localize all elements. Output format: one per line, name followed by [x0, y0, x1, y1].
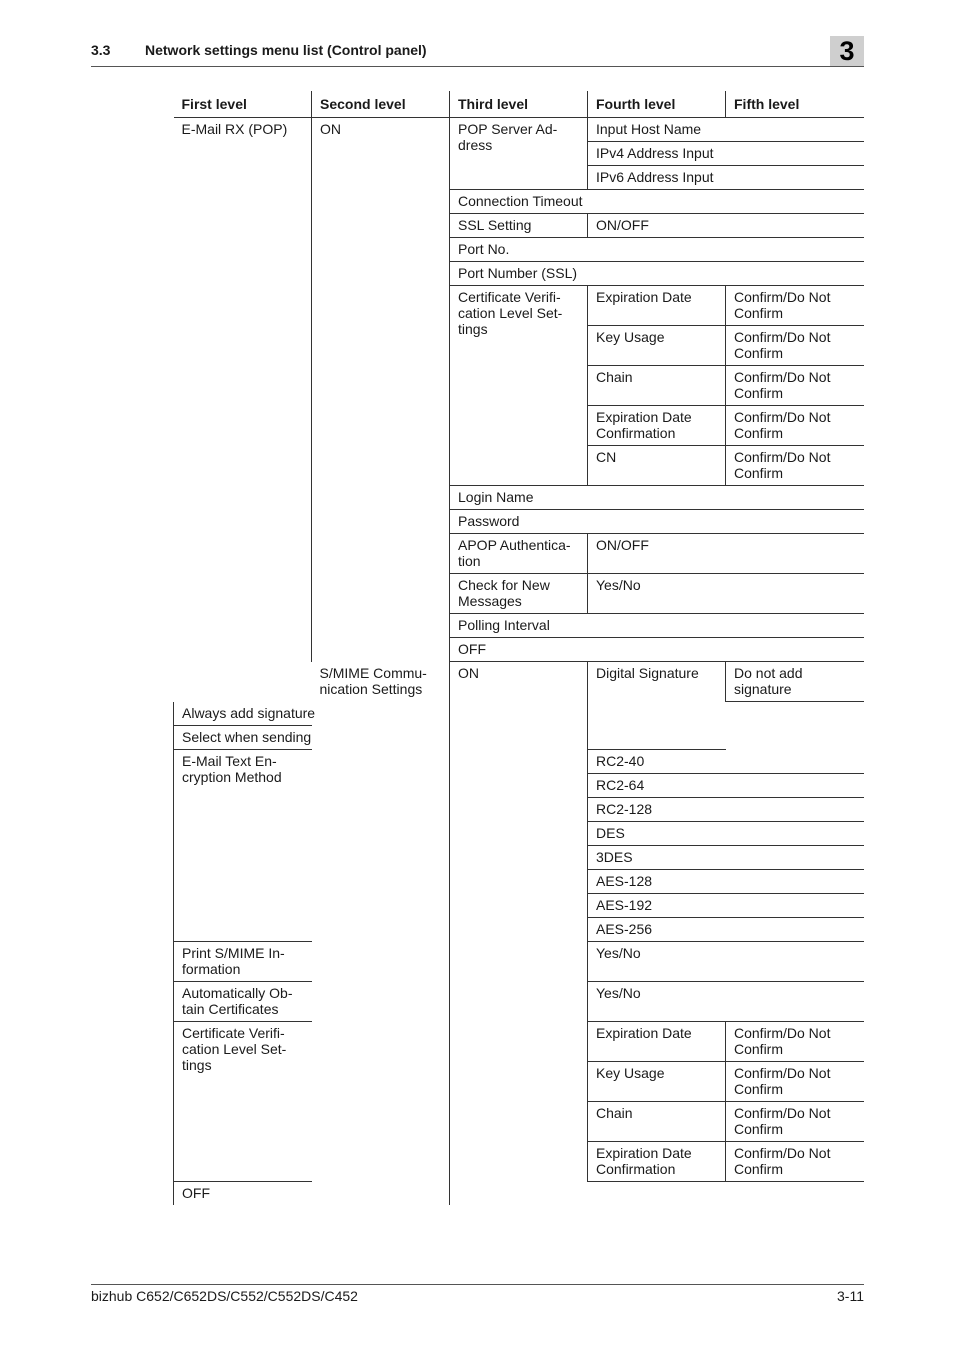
fifth-level-cell: Confirm/Do Not Confirm	[726, 406, 864, 446]
third-level-cell: Port Number (SSL)	[450, 262, 864, 286]
fourth-level-cell: AES-192	[588, 893, 864, 917]
fourth-level-cell: CN	[588, 446, 726, 486]
column-header: Third level	[450, 91, 588, 118]
third-level-cell: Digital Signature	[588, 662, 726, 750]
third-level-cell: Check for New Messages	[450, 574, 588, 614]
fourth-level-cell: Expiration Date Confirmation	[588, 1141, 726, 1181]
table-header-row	[174, 91, 864, 118]
third-level-cell: Print S/MIME In- formation	[174, 941, 312, 981]
menu-table	[173, 91, 864, 1205]
table-row	[174, 118, 864, 142]
fourth-level-cell: Yes/No	[588, 981, 864, 1021]
third-level-cell: Login Name	[450, 486, 864, 510]
fourth-level-cell: AES-256	[588, 917, 864, 941]
page-footer	[91, 1284, 864, 1304]
section-title: Network settings menu list (Control panel)	[145, 42, 427, 58]
fourth-level-cell: Always add signature	[174, 702, 450, 726]
third-level-cell: POP Server Ad- dress	[450, 118, 588, 190]
third-level-cell: Automatically Ob- tain Certificates	[174, 981, 312, 1021]
third-level-cell: APOP Authentica- tion	[450, 534, 588, 574]
fourth-level-cell: 3DES	[588, 845, 864, 869]
fourth-level-cell: Expiration Date	[588, 1021, 726, 1061]
third-level-cell: Certificate Verifi- cation Level Set- tings	[174, 1021, 312, 1181]
fourth-level-cell: ON/OFF	[588, 534, 864, 574]
fourth-level-cell: Select when sending	[174, 725, 450, 749]
third-level-cell: Port No.	[450, 238, 864, 262]
model-name: bizhub C652/C652DS/C552/C552DS/C452	[91, 1288, 358, 1304]
second-level-cell: OFF	[174, 1181, 726, 1205]
first-level-cell: E-Mail RX (POP)	[181, 121, 288, 137]
fourth-level-cell: AES-128	[588, 869, 864, 893]
third-level-cell: Password	[450, 510, 864, 534]
page-header	[91, 36, 864, 67]
fourth-level-cell: Yes/No	[588, 574, 864, 614]
second-level-cell: OFF	[450, 638, 864, 662]
page-number: 3-11	[837, 1288, 864, 1304]
third-level-cell: E-Mail Text En- cryption Method	[174, 749, 312, 941]
fifth-level-cell: Confirm/Do Not Confirm	[726, 1061, 864, 1101]
fourth-level-cell: Key Usage	[588, 326, 726, 366]
fifth-level-cell: Confirm/Do Not Confirm	[726, 326, 864, 366]
fourth-level-cell: Chain	[588, 1101, 726, 1141]
fourth-level-cell: RC2-64	[588, 773, 864, 797]
second-level-cell: ON	[312, 118, 450, 662]
fourth-level-cell: ON/OFF	[588, 214, 864, 238]
fourth-level-cell: IPv6 Address Input	[588, 166, 864, 190]
fifth-level-cell: Confirm/Do Not Confirm	[726, 1101, 864, 1141]
fifth-level-cell: Confirm/Do Not Confirm	[726, 1141, 864, 1181]
fourth-level-cell: Input Host Name	[588, 118, 864, 142]
first-level-cell: S/MIME Commu- nication Settings	[319, 664, 427, 697]
column-header: Fifth level	[726, 91, 864, 118]
column-header: Second level	[312, 91, 450, 118]
fifth-level-cell: Confirm/Do Not Confirm	[726, 286, 864, 326]
third-level-cell: Connection Timeout	[450, 190, 864, 214]
fourth-level-cell: Yes/No	[588, 941, 864, 981]
third-level-cell: Certificate Verifi- cation Level Set- tings	[450, 286, 588, 486]
fourth-level-cell: IPv4 Address Input	[588, 142, 864, 166]
fourth-level-cell: Expiration Date	[588, 286, 726, 326]
fourth-level-cell: Expiration Date Confirmation	[588, 406, 726, 446]
fifth-level-cell: Confirm/Do Not Confirm	[726, 446, 864, 486]
fourth-level-cell: Do not add signature	[726, 662, 864, 702]
fifth-level-cell: Confirm/Do Not Confirm	[726, 366, 864, 406]
fifth-level-cell: Confirm/Do Not Confirm	[726, 1021, 864, 1061]
column-header: First level	[174, 91, 312, 118]
table-row	[174, 1181, 864, 1205]
third-level-cell: Polling Interval	[450, 614, 864, 638]
fourth-level-cell: RC2-128	[588, 797, 864, 821]
chapter-badge: 3	[830, 36, 864, 66]
column-header: Fourth level	[588, 91, 726, 118]
second-level-cell: ON	[450, 662, 588, 1205]
third-level-cell: SSL Setting	[450, 214, 588, 238]
section-number: 3.3	[91, 42, 111, 58]
fourth-level-cell: Key Usage	[588, 1061, 726, 1101]
fourth-level-cell: RC2-40	[588, 749, 864, 773]
fourth-level-cell: DES	[588, 821, 864, 845]
fourth-level-cell: Chain	[588, 366, 726, 406]
